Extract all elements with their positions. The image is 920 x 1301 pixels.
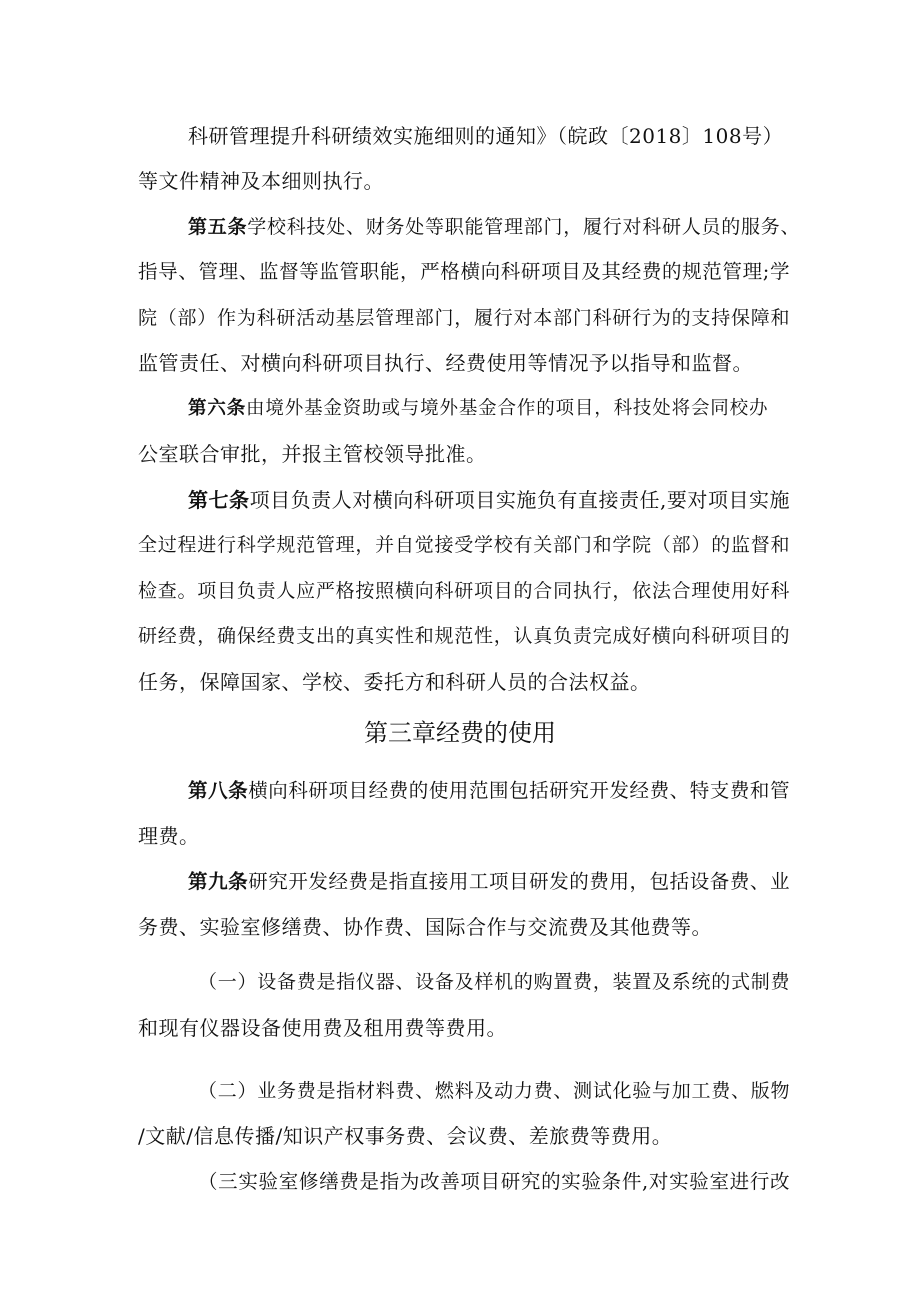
article-8-line-2: 理费。 bbox=[138, 824, 200, 848]
item-2-line-2: /文献/信息传播/知识产权事务费、会议费、差旅费等费用。 bbox=[138, 1124, 673, 1148]
article-5-text: 学校科技处、财务处等职能管理部门，履行对科研人员的服务、 bbox=[247, 216, 800, 238]
article-6-text: 由境外基金资助或与境外基金合作的项目，科技处将会同校办 bbox=[246, 398, 768, 419]
article-6-line-2: 公室联合审批，并报主管校领导批准。 bbox=[138, 442, 487, 466]
article-7-line-1 bbox=[188, 487, 790, 513]
article-5-line-3: 院（部）作为科研活动基层管理部门，履行对本部门科研行为的支持保障和 bbox=[138, 307, 790, 329]
article-5-line-2: 指导、管理、监督等监管职能，严格横向科研项目及其经费的规范管理;学 bbox=[138, 260, 790, 283]
article-6-label: 第六条 bbox=[188, 398, 247, 419]
article-8-line-1 bbox=[188, 778, 790, 804]
article-9-line-1 bbox=[188, 869, 790, 895]
article-5-line-1 bbox=[188, 214, 800, 240]
article-7-label: 第七条 bbox=[188, 488, 250, 512]
item-2-line-1: （二）业务费是指材料费、燃料及动力费、测试化验与加工费、版物 bbox=[198, 1080, 790, 1102]
article-7-line-4: 研经费，确保经费支出的真实性和规范性，认真负责完成好横向科研项目的 bbox=[138, 625, 790, 647]
article-7-line-3: 检查。项目负责人应严格按照横向科研项目的合同执行，依法合理使用好科 bbox=[138, 580, 790, 602]
article-8-label: 第八条 bbox=[188, 779, 249, 802]
article-6-line-1 bbox=[188, 396, 768, 422]
chapter-heading: 第三章经费的使用 bbox=[364, 719, 556, 747]
article-7-line-5: 任务，保障国家、学校、委托方和科研人员的合法权益。 bbox=[138, 670, 651, 694]
article-7-text: 项目负责人对横向科研项目实施负有直接责任,要对项目实施 bbox=[249, 488, 791, 512]
article-5-label: 第五条 bbox=[188, 216, 248, 238]
article-7-line-2: 全过程进行科学规范管理，并自觉接受学校有关部门和学院（部）的监督和 bbox=[138, 534, 790, 556]
article-8-text: 横向科研项目经费的使用范围包括研究开发经费、特支费和管 bbox=[248, 779, 790, 802]
item-1-line-2: 和现有仪器设备使用费及租用费等费用。 bbox=[138, 1016, 507, 1040]
article-9-line-2: 务费、实验室修缮费、协作费、国际合作与交流费及其他费等。 bbox=[138, 915, 712, 939]
item-1-line-1: （一）设备费是指仪器、设备及样机的购置费，装置及系统的式制费 bbox=[198, 971, 790, 993]
article-9-label: 第九条 bbox=[188, 870, 249, 893]
paragraph-1-line-2: 等文件精神及本细则执行。 bbox=[138, 169, 384, 193]
item-3-line-1: （三实验室修缮费是指为改善项目研究的实验条件,对实验室进行改 bbox=[198, 1170, 790, 1193]
article-9-text: 研究开发经费是指直接用工项目研发的费用，包括设备费、业 bbox=[248, 870, 790, 893]
article-5-line-4: 监管责任、对横向科研项目执行、经费使用等情况予以指导和监督。 bbox=[138, 351, 753, 375]
paragraph-1-line-1: 科研管理提升科研绩效实施细则的通知》（皖政〔2018〕108号） bbox=[188, 124, 784, 148]
